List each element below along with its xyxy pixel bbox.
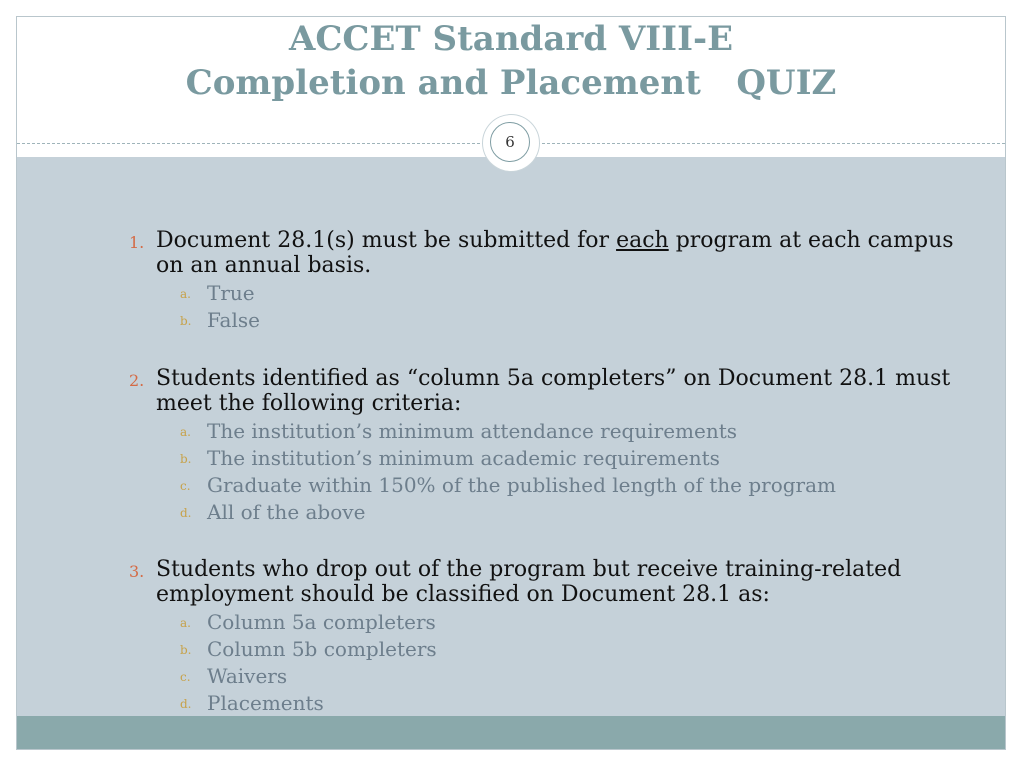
slide-title-line-1: ACCET Standard VIII-E [288,19,733,59]
option-letter: a. [180,616,191,630]
option-letter: c. [180,670,191,684]
option-text: Graduate within 150% of the published length of the program [207,473,836,497]
footer-band [17,716,1005,750]
answer-option[interactable] [180,636,969,663]
option-text: False [207,308,260,332]
option-text: True [207,281,255,305]
option-text: The institution’s minimum academic requirements [207,446,720,470]
slide-number: 6 [490,122,530,162]
option-letter: b. [180,452,192,466]
answer-option[interactable] [180,609,969,636]
option-letter: b. [180,314,192,328]
question-text-part: Document 28.1(s) must be submitted for [156,228,617,253]
question-number: 1. [129,233,145,252]
option-letter: a. [180,425,191,439]
answer-options [180,418,969,526]
answer-option[interactable] [180,472,969,499]
answer-option[interactable] [180,690,969,717]
answer-option[interactable] [180,307,969,334]
question-emphasis: each [616,228,669,253]
slide [16,16,1006,750]
option-text: Column 5b completers [207,637,437,661]
slide-number-badge [483,115,539,171]
answer-option[interactable] [180,663,969,690]
option-letter: d. [180,697,192,711]
option-letter: a. [180,287,191,301]
answer-option[interactable] [180,280,969,307]
question-number: 2. [129,371,145,390]
answer-options [180,280,969,334]
slide-title-line-2: Completion and Placement QUIZ [185,63,837,103]
answer-option[interactable] [180,418,969,445]
option-letter: d. [180,506,192,520]
question-1 [129,228,969,334]
option-text: Column 5a completers [207,610,436,634]
option-text: The institution’s minimum attendance requirements [207,419,738,443]
question-text: Students identified as “column 5a completers” on Document 28.1 must meet the following criteria: [156,366,951,416]
question-number: 3. [129,562,145,581]
question-text [156,228,969,278]
question-2 [129,366,969,526]
option-letter: b. [180,643,192,657]
option-text: All of the above [207,500,366,524]
question-text: Students who drop out of the program but receive training-related employment should be classified on Document 28.1 as: [156,557,902,607]
option-text: Placements [207,691,324,715]
answer-options [180,609,969,717]
question-3 [129,557,969,717]
option-letter: c. [180,479,191,493]
question-text-part: program at each campus on an annual basis. [156,228,954,278]
answer-option[interactable] [180,499,969,526]
option-text: Waivers [207,664,288,688]
answer-option[interactable] [180,445,969,472]
